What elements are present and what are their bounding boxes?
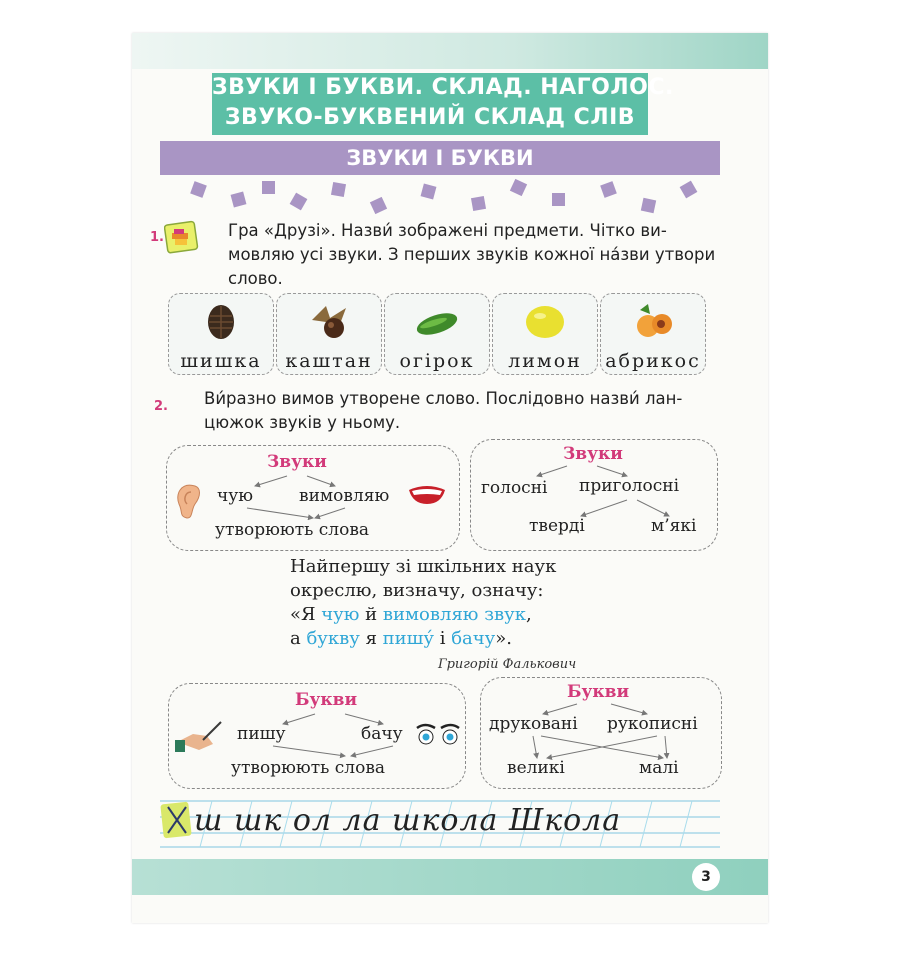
task1-text: Гра «Друзі». Назви́ зображені предмети. Чітко вимовляю усі звуки. З перших звуків кожної на́зви утвори слово. (228, 221, 716, 288)
sounds-header: Звуки (267, 452, 327, 472)
picture-card (492, 293, 598, 375)
sounds-header: Звуки (563, 444, 623, 464)
apricot-icon (630, 300, 676, 342)
ear-icon (173, 480, 203, 520)
task2-text: Ви́разно вимов утворене слово. Послідовно назви́ ланцюжок звуків у ньому. (204, 389, 683, 432)
poem-line: «Я чую й вимовляю звук, (290, 604, 532, 625)
picture-card (600, 293, 706, 375)
poem-line: Найпершу зі шкільних наук (290, 556, 557, 577)
chapter-title (212, 73, 674, 135)
diagram-word: м’які (651, 516, 697, 536)
top-decor-strip (132, 33, 768, 69)
cucumber-icon (414, 300, 460, 342)
diagram-word: друковані (489, 714, 578, 734)
diagram-word: утворюють слова (215, 520, 370, 540)
letters-header: Букви (567, 682, 630, 702)
picture-card (168, 293, 274, 375)
letters-diagram-1 (168, 683, 466, 789)
diagram-word: пишу (237, 724, 286, 744)
sounds-diagram-1 (166, 445, 460, 551)
diagram-word: вимовляю (299, 486, 390, 506)
page-number: 3 (692, 863, 720, 891)
diagram-word: приголосні (579, 476, 680, 496)
diagram-word: тверді (529, 516, 585, 536)
section-title: ЗВУКИ І БУКВИ (160, 141, 720, 175)
picture-word: огірок (399, 350, 475, 372)
sounds-diagram-2 (470, 439, 718, 551)
task1-number: 1. (150, 230, 164, 245)
game-cards-icon (164, 219, 200, 255)
chestnut-icon (306, 300, 352, 342)
diagram-word: утворюють слова (231, 758, 386, 778)
picture-card (384, 293, 490, 375)
diagram-word: рукописні (607, 714, 698, 734)
picture-word: шишка (180, 350, 262, 372)
picture-word: абрикос (605, 350, 701, 372)
eyes-icon (415, 722, 461, 746)
mouth-icon (407, 484, 447, 506)
letters-diagram-2 (480, 677, 722, 789)
poem-author: Григорій Фалькович (438, 657, 577, 672)
chapter-title-line2: ЗВУКО-БУКВЕНИЙ СКЛАД СЛІВ (224, 105, 636, 130)
poem-line: окреслю, визначу, означу: (290, 580, 544, 601)
handwriting-sample: ш шк ол ла школа Школа (194, 803, 622, 838)
picture-card (276, 293, 382, 375)
bottom-decor-band (132, 859, 768, 895)
diagram-word: чую (217, 486, 254, 506)
pinecone-icon (198, 300, 244, 342)
diagram-word: бачу (361, 724, 403, 744)
poem-line: а букву я пишу́ і бачу». (290, 628, 512, 649)
diagram-word: великі (507, 758, 565, 778)
poem (290, 555, 556, 651)
picture-word: каштан (285, 350, 373, 372)
picture-row (168, 293, 708, 377)
task2-number: 2. (154, 399, 168, 414)
diagram-word: малі (639, 758, 679, 778)
diagram-word: голосні (481, 478, 548, 498)
lemon-icon (522, 300, 568, 342)
picture-word: лимон (508, 350, 582, 372)
workbook-page (132, 33, 768, 923)
chapter-title-line1: ЗВУКИ І БУКВИ. СКЛАД. НАГОЛОС. (212, 75, 674, 100)
writing-hand-icon (173, 720, 223, 754)
letters-header: Букви (295, 690, 358, 710)
